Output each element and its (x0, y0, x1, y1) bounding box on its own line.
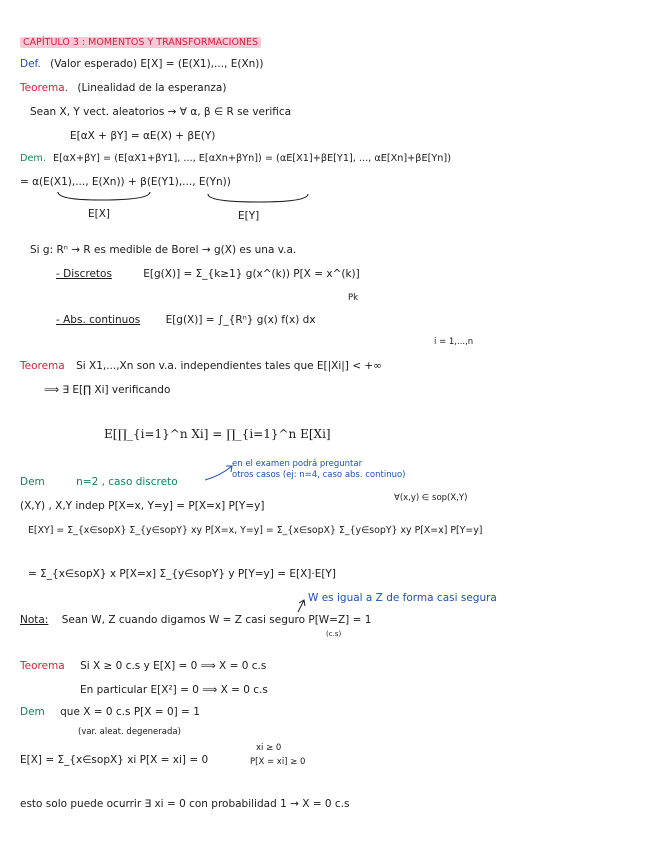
cs-arrow (298, 600, 304, 612)
pk-label: Pk (348, 293, 359, 303)
exam-note: en el examen podrá preguntar otros casos (ej: n=4, caso abs. continuo) (232, 459, 406, 480)
discrete-formula: E[g(X)] = Σ_{k≥1} g(x^(k)) P[X = x^(k)] (143, 268, 360, 280)
brace-ey (208, 194, 308, 202)
discrete-case (56, 268, 360, 281)
brace-label-ex: E[X] (88, 208, 111, 220)
theorem-label: Teorema (20, 360, 65, 372)
note-text: Sean W, Z cuando digamos W = Z casi seguro P[W=Z] = 1 (61, 614, 372, 626)
demo-label: Dem. (20, 153, 46, 164)
chapter-heading: CAPÍTULO 3 : MOMENTOS Y TRANSFORMACIONES (20, 36, 261, 49)
demo-line: E[αX+βY] = (E[αX1+βY1], ..., E[αXn+βYn]) = (αE[X1]+βE[Y1], ..., αE[Xn]+βE[Yn]) (53, 153, 451, 164)
theorem-nonnegative (20, 660, 266, 673)
product-formula: E[∏_{i=1}^n Xi] = ∏_{i=1}^n E[Xi] (104, 427, 331, 441)
def-text: (Valor esperado) E[X] = (E(X1),..., E(Xn)) (50, 58, 264, 70)
theorem-independence (20, 360, 382, 373)
index-range: i = 1,...,n (434, 337, 474, 347)
conclusion-line: esto solo puede ocurrir ∃ xi = 0 con probabilidad 1 → X = 0 c.s (20, 798, 350, 810)
discrete-label: - Discretos (56, 268, 112, 280)
demo-degenerate (20, 706, 200, 719)
demo-linearity (20, 152, 451, 165)
almost-sure-note: W es igual a Z de forma casi segura (308, 592, 497, 604)
expectation-xy: E[XY] = Σ_{x∈sopX} Σ_{y∈sopY} xy P[X=x, Y=y] = Σ_{x∈sopX} Σ_{y∈sopY} xy P[X=x] P[Y=y] (28, 525, 483, 536)
continuous-case (56, 314, 316, 327)
support-condition: ∀(x,y) ∈ sop(X,Y) (394, 493, 468, 503)
theorem-formula: E[αX + βY] = αE(X) + βE(Y) (70, 130, 216, 142)
theorem-line-2: ⟹ ∃ E[∏ Xi] verificando (44, 384, 171, 396)
prob-condition: P[X = xi] ≥ 0 (250, 757, 306, 767)
theorem-label: Teorema. (20, 82, 69, 94)
almost-sure-definition (20, 614, 371, 627)
theorem-line: Si X1,...,Xn son v.a. independientes tales que E[|Xi|] < +∞ (76, 360, 382, 372)
theorem-particular: En particular E[X²] = 0 ⟹ X = 0 c.s (80, 684, 268, 696)
theorem-line: Sean X, Y vect. aleatorios → ∀ α, β ∈ R se verifica (30, 106, 292, 118)
theorem-linearity (20, 82, 226, 95)
demo-line-2: = α(E(X1),..., E(Xn)) + β(E(Y1),..., E(Yn)) (20, 176, 231, 188)
nonneg-condition: xi ≥ 0 (256, 743, 282, 753)
brace-ex (58, 192, 150, 200)
cs-label: (c.s) (326, 630, 342, 638)
definition-line (20, 58, 263, 71)
demo-label: Dem (20, 706, 45, 718)
demo-product (20, 476, 178, 489)
def-label: Def. (20, 58, 41, 70)
theorem-line: Si X ≥ 0 c.s y E[X] = 0 ⟹ X = 0 c.s (80, 660, 267, 672)
demo-case: n=2 , caso discreto (76, 476, 178, 488)
demo-line: que X = 0 c.s P[X = 0] = 1 (60, 706, 200, 718)
expectation-factor: = Σ_{x∈sopX} x P[X=x] Σ_{y∈sopY} y P[Y=y] = E[X]·E[Y] (28, 568, 336, 580)
theorem-title: (Linealidad de la esperanza) (77, 82, 227, 94)
continuous-label: - Abs. continuos (56, 314, 141, 326)
measurable-line: Si g: Rⁿ → R es medible de Borel → g(X) es una v.a. (30, 244, 297, 256)
degenerate-note: (var. aleat. degenerada) (78, 727, 181, 737)
theorem-label: Teorema (20, 660, 65, 672)
demo-label: Dem (20, 476, 45, 488)
continuous-formula: E[g(X)] = ∫_{Rⁿ} g(x) f(x) dx (165, 314, 316, 326)
cs-arrow-head (299, 600, 305, 606)
note-label: Nota: (20, 614, 49, 626)
independence-def: (X,Y) , X,Y indep P[X=x, Y=y] = P[X=x] P[Y=y] (20, 500, 265, 512)
note-arrow (205, 466, 232, 480)
brace-label-ey: E[Y] (238, 210, 260, 222)
expectation-sum: E[X] = Σ_{x∈sopX} xi P[X = xi] = 0 (20, 754, 209, 766)
